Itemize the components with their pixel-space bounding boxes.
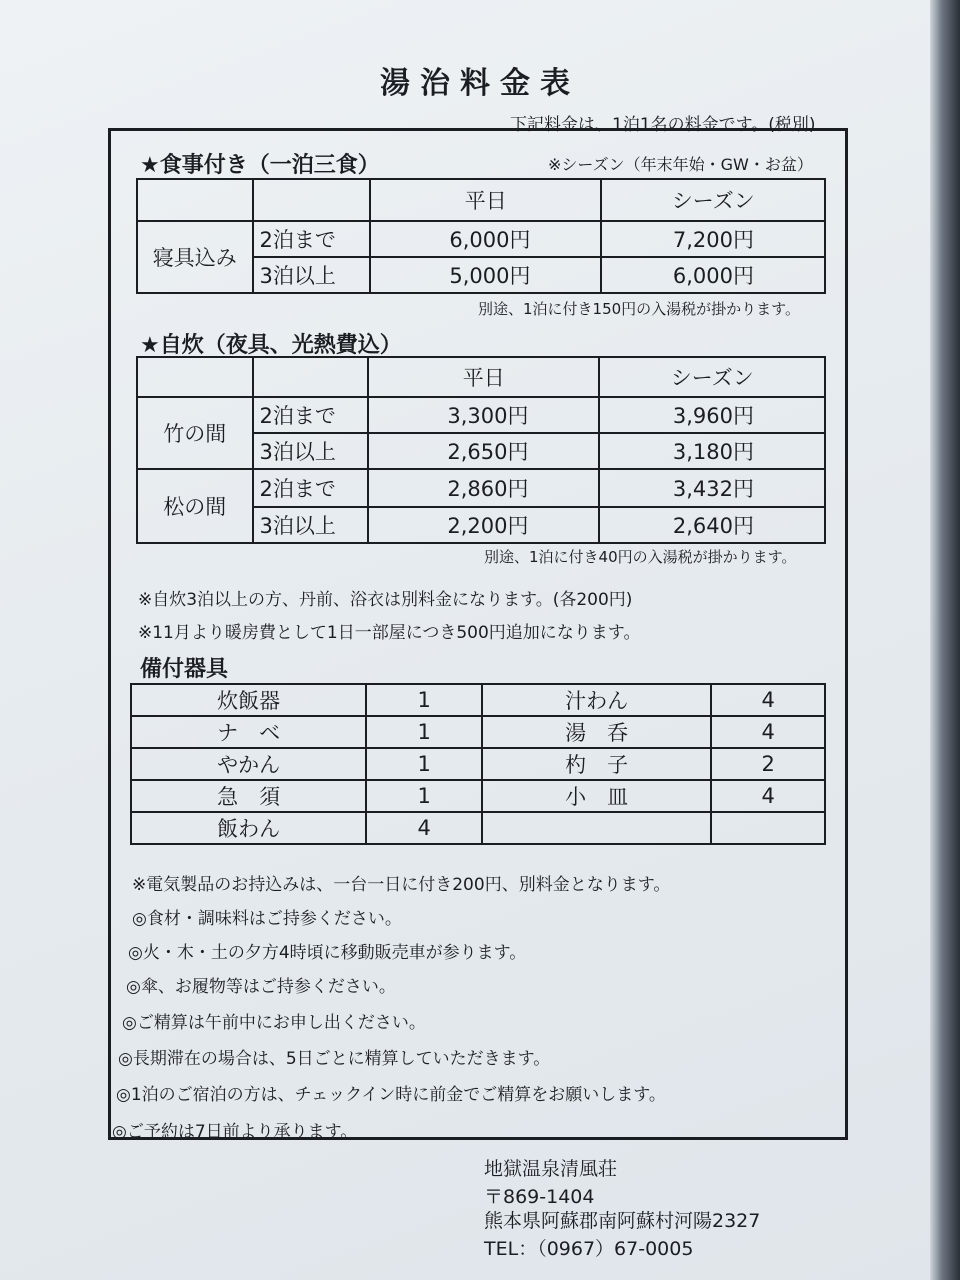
- equip-name: 飯わん: [131, 812, 366, 844]
- equip-count: 2: [711, 748, 825, 780]
- meal-price-table: [136, 178, 826, 294]
- equip-count: 4: [711, 716, 825, 748]
- equip-name: 小 皿: [482, 780, 711, 812]
- equip-count: 4: [366, 812, 482, 844]
- address: 熊本県阿蘇郡南阿蘇村河陽2327: [484, 1210, 761, 1232]
- season-price: 7,200円: [601, 221, 825, 257]
- meal-heading: ★食事付き（一泊三食）: [140, 153, 380, 178]
- col-season: シーズン: [601, 179, 825, 221]
- stay-label: 2泊まで: [253, 221, 371, 257]
- page-title: 湯治料金表: [380, 66, 580, 101]
- room-label: 松の間: [137, 469, 253, 543]
- col-season: シーズン: [599, 357, 825, 397]
- season-note: ※シーズン（年末年始・GW・お盆）: [548, 155, 813, 174]
- equip-name: 急 須: [131, 780, 366, 812]
- equip-count: 1: [366, 780, 482, 812]
- weekday-price: 2,200円: [368, 507, 599, 543]
- col-weekday: 平日: [370, 179, 601, 221]
- equip-count: 1: [366, 684, 482, 716]
- equip-count: 1: [366, 748, 482, 780]
- season-price: 3,432円: [599, 469, 825, 507]
- weekday-price: 5,000円: [370, 257, 601, 293]
- equip-name: 汁わん: [482, 684, 711, 716]
- note-line: ※電気製品のお持込みは、一台一日に付き200円、別料金となります。: [132, 875, 671, 895]
- note-line: ◎食材・調味料はご持参ください。: [132, 909, 402, 929]
- background-edge: [930, 0, 960, 1280]
- stay-label: 2泊まで: [253, 469, 369, 507]
- season-price: 3,180円: [599, 433, 825, 469]
- col-weekday: 平日: [368, 357, 599, 397]
- equip-count: [711, 812, 825, 844]
- stay-label: 3泊以上: [253, 507, 369, 543]
- note-line: ◎傘、お履物等はご持参ください。: [126, 977, 396, 997]
- empty-cell: [253, 357, 369, 397]
- self-heading: ★自炊（夜具、光熱費込）: [140, 333, 402, 358]
- note-line: ※11月より暖房費として1日一部屋につき500円追加になります。: [138, 623, 641, 643]
- stay-label: 3泊以上: [253, 433, 369, 469]
- empty-cell: [137, 179, 253, 221]
- season-price: 3,960円: [599, 397, 825, 433]
- inn-name: 地獄温泉清風荘: [484, 1158, 618, 1180]
- season-price: 2,640円: [599, 507, 825, 543]
- weekday-price: 2,860円: [368, 469, 599, 507]
- note-line: ◎ご予約は7日前より承ります。: [112, 1122, 358, 1142]
- stay-label: 3泊以上: [253, 257, 371, 293]
- empty-cell: [137, 357, 253, 397]
- weekday-price: 2,650円: [368, 433, 599, 469]
- equip-name: やかん: [131, 748, 366, 780]
- equip-count: 1: [366, 716, 482, 748]
- note-line: ◎火・木・土の夕方4時頃に移動販売車が参ります。: [128, 943, 527, 963]
- self-tax-note: 別途、1泊に付き40円の入湯税が掛かります。: [484, 548, 797, 566]
- stay-label: 2泊まで: [253, 397, 369, 433]
- phone: TEL：（0967）67-0005: [484, 1238, 694, 1260]
- equip-name: [482, 812, 711, 844]
- note-line: ◎1泊のご宿泊の方は、チェックイン時に前金でご精算をお願いします。: [116, 1085, 666, 1105]
- equip-name: 炊飯器: [131, 684, 366, 716]
- row-group-label: 寝具込み: [137, 221, 253, 293]
- equip-count: 4: [711, 780, 825, 812]
- equip-name: 湯 呑: [482, 716, 711, 748]
- postal-code: 〒869-1404: [484, 1186, 595, 1208]
- weekday-price: 6,000円: [370, 221, 601, 257]
- meal-tax-note: 別途、1泊に付き150円の入湯税が掛かります。: [478, 300, 800, 318]
- equip-name: ナ ベ: [131, 716, 366, 748]
- weekday-price: 3,300円: [368, 397, 599, 433]
- equip-name: 杓 子: [482, 748, 711, 780]
- season-price: 6,000円: [601, 257, 825, 293]
- note-line: ◎長期滞在の場合は、5日ごとに精算していただきます。: [118, 1049, 551, 1069]
- note-line: ◎ご精算は午前中にお申し出ください。: [122, 1013, 426, 1033]
- empty-cell: [253, 179, 371, 221]
- note-line: ※自炊3泊以上の方、丹前、浴衣は別料金になります。(各200円): [138, 590, 633, 610]
- equip-heading: 備付器具: [140, 657, 229, 682]
- equip-table: [130, 683, 826, 845]
- price-note: 下記料金は、1泊1名の料金です。(税別): [510, 115, 816, 135]
- equip-count: 4: [711, 684, 825, 716]
- self-price-table: [136, 356, 826, 544]
- room-label: 竹の間: [137, 397, 253, 469]
